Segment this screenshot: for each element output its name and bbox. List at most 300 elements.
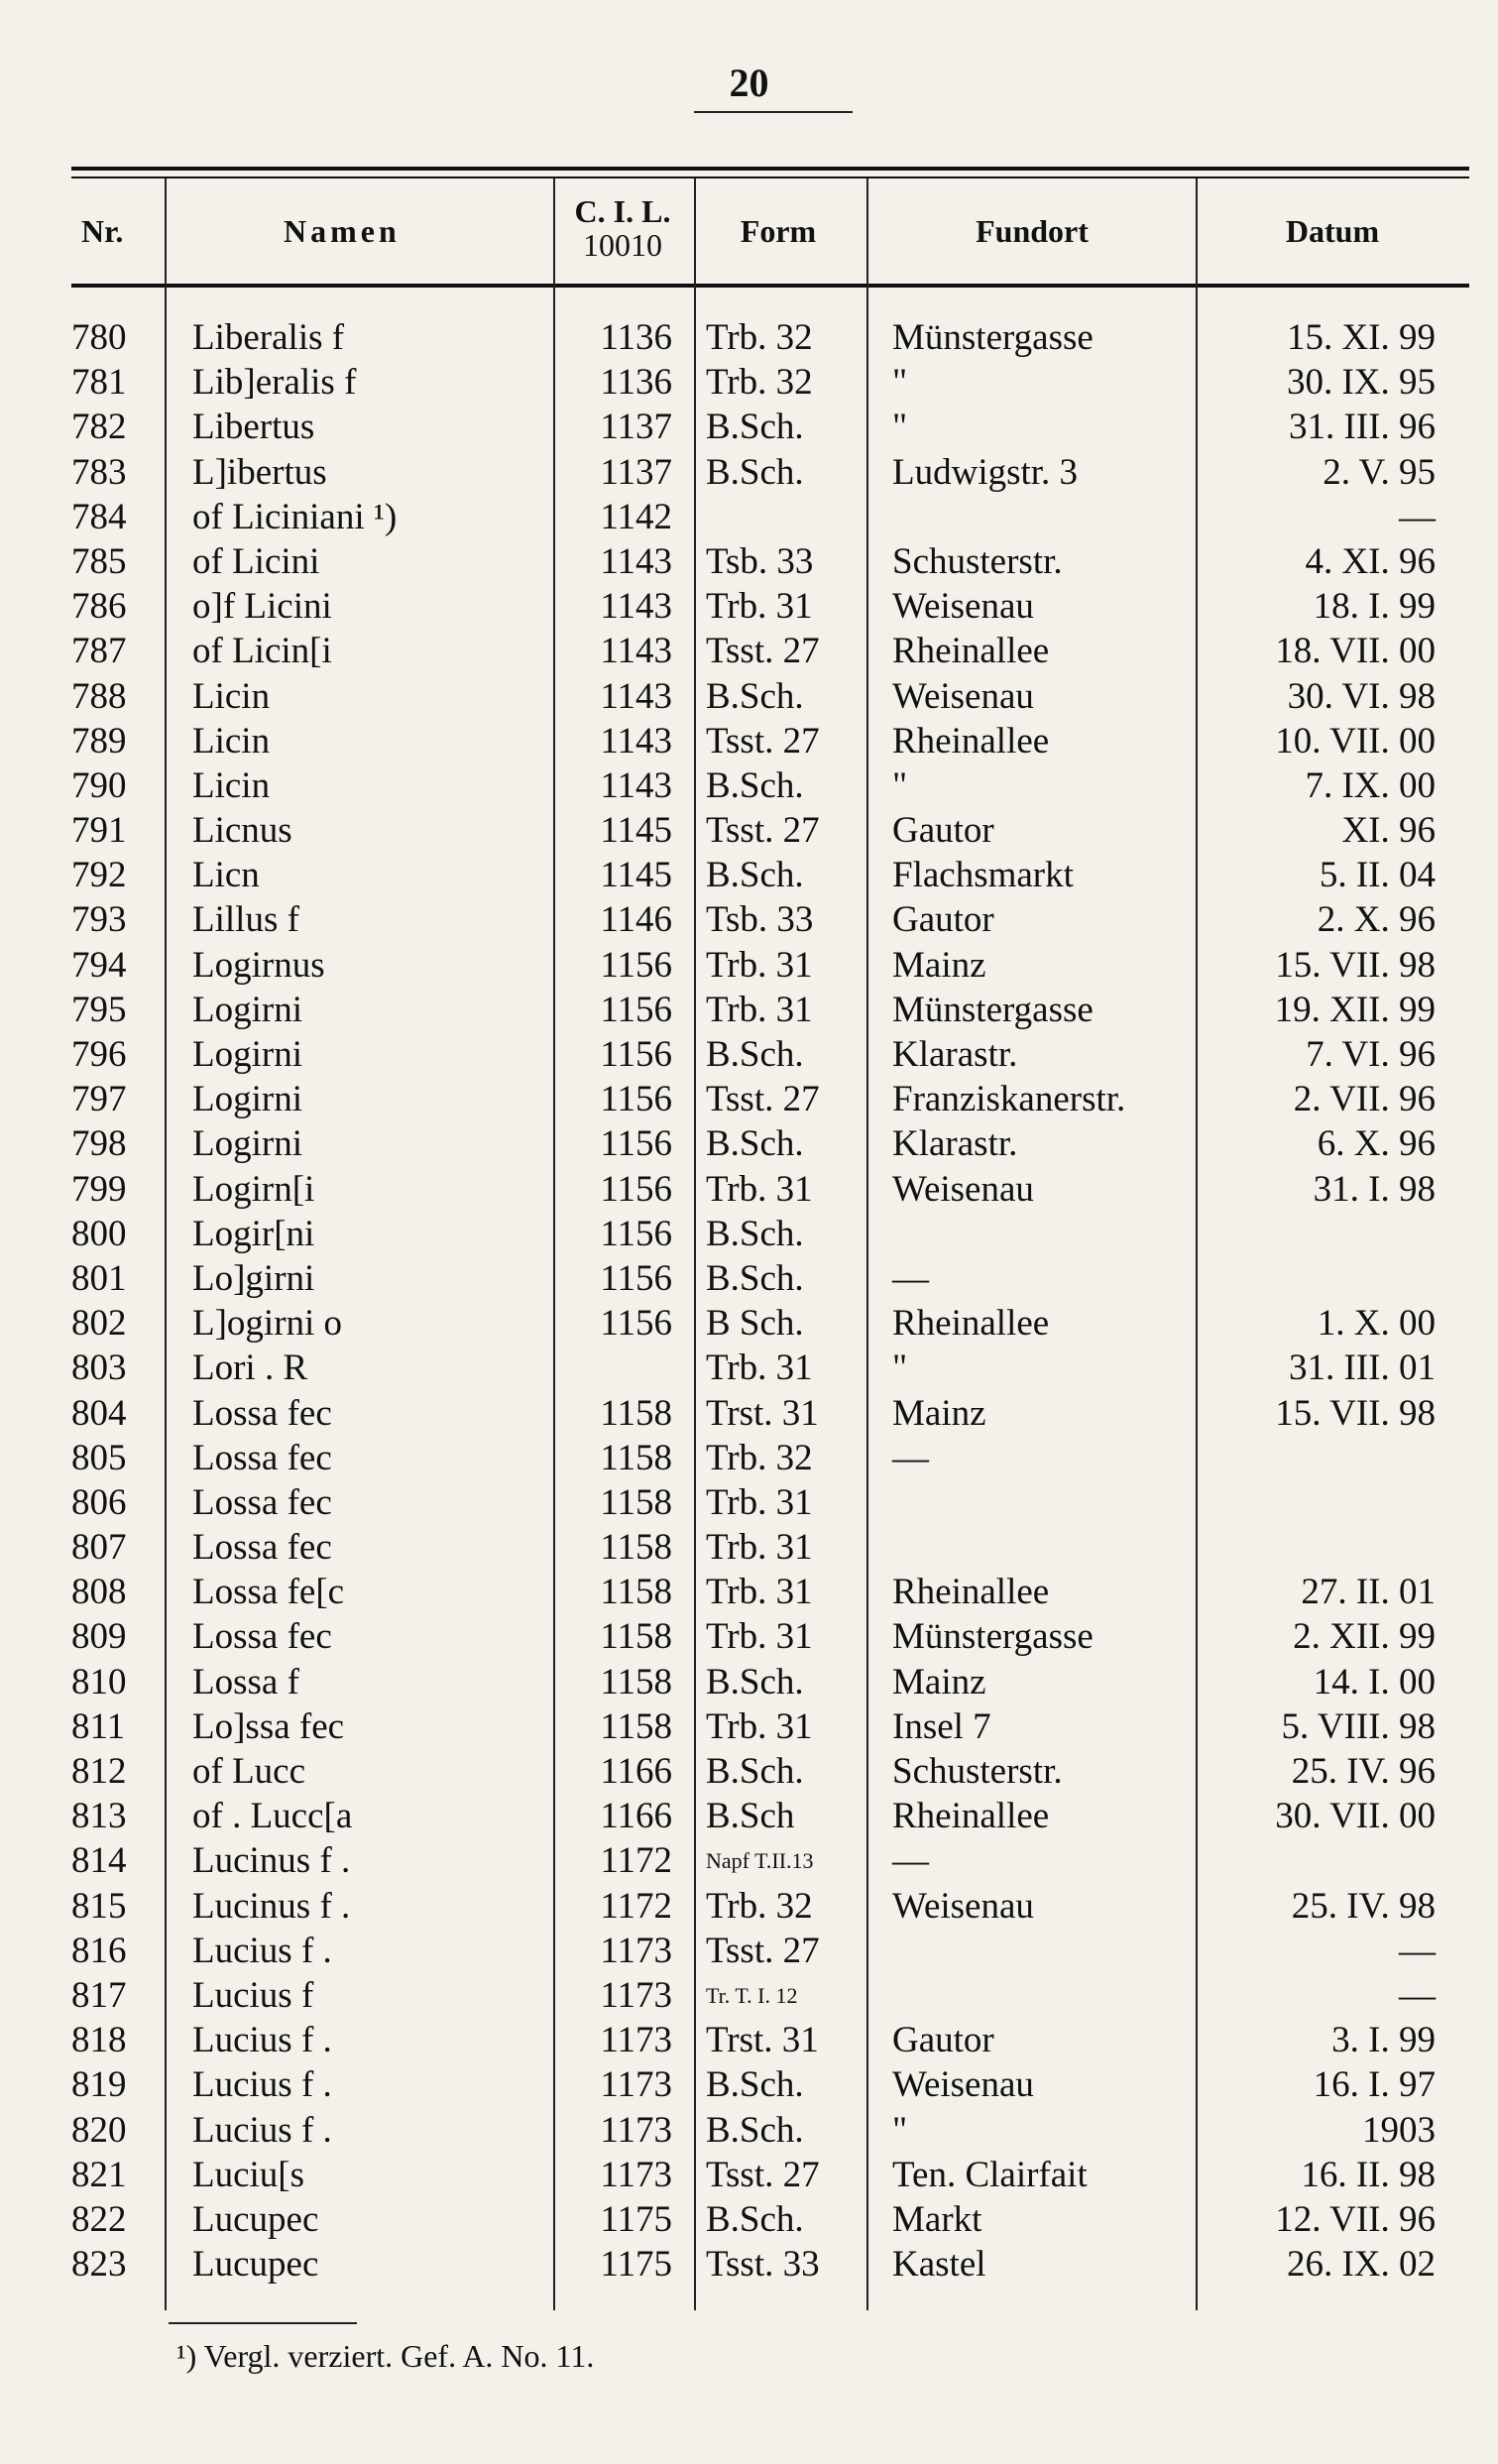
cell-form: B.Sch. (706, 451, 804, 493)
cell-nr: 802 (71, 1303, 127, 1345)
cell-datum: — (1399, 1930, 1436, 1971)
cell-datum: 30. IX. 95 (1286, 362, 1436, 404)
cell-fundort: Ten. Clairfait (892, 2154, 1088, 2195)
cell-nr: 793 (71, 899, 127, 941)
table-row (0, 1121, 1498, 1166)
cell-name: Lossa fec (192, 1616, 332, 1658)
cell-datum: XI. 96 (1341, 810, 1436, 852)
cell-fundort: Klarastr. (892, 1034, 1018, 1075)
cell-form: Tsst. 27 (706, 2154, 820, 2195)
cell-form: Trst. 31 (706, 1392, 819, 1434)
cell-cil: 1158 (600, 1527, 672, 1569)
table-row (0, 405, 1498, 449)
cell-form: Tsb. 33 (706, 540, 814, 582)
cell-form: B.Sch. (706, 1123, 804, 1165)
cell-name: Lo]ssa fec (192, 1705, 345, 1747)
cell-cil: 1145 (600, 810, 672, 852)
cell-form: B.Sch. (706, 1213, 804, 1254)
cell-cil: 1166 (600, 1796, 672, 1837)
cell-name: Licn (192, 855, 260, 896)
cell-fundort: Franziskanerstr. (892, 1079, 1126, 1120)
cell-name: Lucius f . (192, 2064, 332, 2106)
cell-fundort: Gautor (892, 810, 994, 852)
table-row (0, 450, 1498, 495)
cell-nr: 814 (71, 1840, 127, 1882)
table-row (0, 763, 1498, 808)
cell-form: B.Sch. (706, 1034, 804, 1075)
cell-form: B.Sch. (706, 855, 804, 896)
cell-nr: 807 (71, 1527, 127, 1569)
cell-fundort: Rheinallee (892, 1303, 1050, 1345)
table-row (0, 2197, 1498, 2242)
cell-nr: 786 (71, 586, 127, 628)
cell-fundort: Weisenau (892, 586, 1034, 628)
cell-form: Trb. 31 (706, 944, 813, 986)
table-row (0, 360, 1498, 405)
cell-form: B.Sch. (706, 1751, 804, 1792)
cell-name: of Licini (192, 540, 320, 582)
cell-datum: 2. VII. 96 (1293, 1079, 1436, 1120)
table-row (0, 719, 1498, 763)
cell-nr: 789 (71, 720, 127, 762)
cell-datum: 2. XII. 99 (1293, 1616, 1436, 1658)
cell-cil: 1156 (600, 1034, 672, 1075)
cell-fundort: " (892, 764, 908, 806)
cell-form: Trb. 32 (706, 1437, 813, 1478)
cell-nr: 782 (71, 407, 127, 448)
table-row (0, 1614, 1498, 1659)
cell-name: Lossa f (192, 1661, 299, 1702)
cell-form: Trb. 32 (706, 317, 813, 358)
cell-nr: 801 (71, 1257, 127, 1299)
cell-form: B Sch. (706, 1303, 804, 1345)
cell-fundort: Ludwigstr. 3 (892, 451, 1079, 493)
cell-fundort: Mainz (892, 1661, 986, 1702)
cell-nr: 799 (71, 1168, 127, 1210)
cell-name: of . Lucc[a (192, 1796, 353, 1837)
cell-cil: 1158 (600, 1616, 672, 1658)
cell-form: B.Sch. (706, 764, 804, 806)
cell-cil: 1172 (600, 1840, 672, 1882)
cell-name: Lossa fec (192, 1392, 332, 1434)
cell-name: of Liciniani ¹) (192, 496, 398, 537)
table-row (0, 2153, 1498, 2197)
cell-nr: 819 (71, 2064, 127, 2106)
cell-name: L]ibertus (192, 451, 327, 493)
cell-name: Lossa fec (192, 1437, 332, 1478)
cell-name: Logir[ni (192, 1213, 315, 1254)
cell-cil: 1173 (600, 2020, 672, 2061)
cell-nr: 808 (71, 1572, 127, 1613)
table-row (0, 808, 1498, 853)
cell-cil: 1173 (600, 1930, 672, 1971)
cell-form: Tsst. 27 (706, 1930, 820, 1971)
cell-nr: 804 (71, 1392, 127, 1434)
cell-fundort: Insel 7 (892, 1705, 991, 1747)
cell-form: Trb. 32 (706, 362, 813, 404)
table-row (0, 2108, 1498, 2153)
table-row (0, 943, 1498, 988)
cell-nr: 797 (71, 1079, 127, 1120)
cell-name: L]ogirni o (192, 1303, 343, 1345)
cell-form: Trb. 31 (706, 1348, 813, 1389)
cell-cil: 1143 (600, 720, 672, 762)
cell-name: Logirni (192, 1123, 302, 1165)
cell-nr: 820 (71, 2109, 127, 2151)
cell-nr: 790 (71, 764, 127, 806)
cell-datum: 15. VII. 98 (1275, 944, 1436, 986)
cell-fundort: Kastel (892, 2244, 986, 2286)
cell-name: Licin (192, 675, 271, 717)
cell-form: Tsst. 27 (706, 631, 820, 672)
cell-datum: 2. V. 95 (1323, 451, 1436, 493)
cell-name: Lucius f . (192, 1930, 332, 1971)
cell-name: Lossa fe[c (192, 1572, 345, 1613)
cell-datum: 18. I. 99 (1313, 586, 1436, 628)
table-row (0, 315, 1498, 360)
cell-nr: 815 (71, 1885, 127, 1927)
cell-cil: 1145 (600, 855, 672, 896)
cell-cil: 1137 (600, 407, 672, 448)
table-row (0, 988, 1498, 1032)
cell-nr: 794 (71, 944, 127, 986)
cell-nr: 783 (71, 451, 127, 493)
cell-fundort: Klarastr. (892, 1123, 1018, 1165)
table-row (0, 1794, 1498, 1838)
cell-nr: 784 (71, 496, 127, 537)
header-form: Form (740, 213, 817, 249)
cell-name: Lillus f (192, 899, 299, 941)
cell-cil: 1156 (600, 989, 672, 1030)
cell-name: Lucius f . (192, 2020, 332, 2061)
cell-fundort: Weisenau (892, 1885, 1034, 1927)
cell-fundort: Rheinallee (892, 1796, 1050, 1837)
cell-form: Tsst. 27 (706, 720, 820, 762)
cell-cil: 1175 (600, 2198, 672, 2240)
cell-nr: 806 (71, 1481, 127, 1523)
cell-fundort: Schusterstr. (892, 1751, 1063, 1792)
cell-nr: 823 (71, 2244, 127, 2286)
cell-form: Tr. T. I. 12 (706, 1982, 798, 2008)
cell-nr: 792 (71, 855, 127, 896)
cell-nr: 821 (71, 2154, 127, 2195)
cell-form: Tsb. 33 (706, 899, 814, 941)
table-top-rule (71, 167, 1469, 171)
cell-datum: 5. VIII. 98 (1281, 1705, 1436, 1747)
cell-name: Logirnus (192, 944, 325, 986)
cell-datum: 12. VII. 96 (1275, 2198, 1436, 2240)
table-row (0, 1570, 1498, 1614)
table-row (0, 1704, 1498, 1749)
table-row (0, 629, 1498, 673)
cell-fundort: Weisenau (892, 1168, 1034, 1210)
cell-name: Logirn[i (192, 1168, 315, 1210)
cell-name: Luciu[s (192, 2154, 305, 2195)
cell-datum: 1. X. 00 (1317, 1303, 1436, 1345)
table-header-rule (71, 284, 1469, 288)
cell-fundort: — (892, 1257, 929, 1299)
cell-nr: 810 (71, 1661, 127, 1702)
cell-cil: 1143 (600, 586, 672, 628)
table-row (0, 584, 1498, 629)
cell-nr: 800 (71, 1213, 127, 1254)
cell-cil: 1166 (600, 1751, 672, 1792)
cell-name: Logirni (192, 989, 302, 1030)
cell-form: Trst. 31 (706, 2020, 819, 2061)
cell-name: Liberalis f (192, 317, 345, 358)
cell-cil: 1158 (600, 1661, 672, 1702)
table-row (0, 853, 1498, 897)
cell-name: Lucius f . (192, 2109, 332, 2151)
page-number: 20 (729, 60, 769, 105)
table-row (0, 539, 1498, 584)
cell-datum: 16. II. 98 (1301, 2154, 1436, 2195)
table-row (0, 495, 1498, 539)
table-row (0, 897, 1498, 942)
table-row (0, 1391, 1498, 1436)
cell-form: Trb. 31 (706, 1527, 813, 1569)
cell-cil: 1156 (600, 1079, 672, 1120)
header-datum: Datum (1285, 213, 1380, 249)
header-namen: Namen (284, 213, 401, 249)
cell-cil: 1173 (600, 2064, 672, 2106)
cell-name: of Licin[i (192, 631, 332, 672)
cell-fundort: " (892, 1348, 908, 1389)
cell-datum: 15. VII. 98 (1275, 1392, 1436, 1434)
cell-datum: 19. XII. 99 (1274, 989, 1436, 1030)
cell-datum: 7. IX. 00 (1305, 764, 1436, 806)
cell-cil: 1156 (600, 944, 672, 986)
cell-name: Licin (192, 764, 271, 806)
cell-fundort: Schusterstr. (892, 540, 1063, 582)
cell-cil: 1143 (600, 540, 672, 582)
cell-cil: 1146 (600, 899, 672, 941)
cell-nr: 816 (71, 1930, 127, 1971)
table-row (0, 1480, 1498, 1525)
cell-name: Licin (192, 720, 271, 762)
cell-form: Trb. 31 (706, 1481, 813, 1523)
footnote: ¹) Vergl. verziert. Gef. A. No. 11. (176, 2338, 595, 2374)
cell-name: Lo]girni (192, 1257, 315, 1299)
cell-fundort: Münstergasse (892, 989, 1094, 1030)
cell-datum: 25. IV. 98 (1291, 1885, 1436, 1927)
cell-cil: 1158 (600, 1392, 672, 1434)
cell-nr: 787 (71, 631, 127, 672)
cell-nr: 818 (71, 2020, 127, 2061)
cell-form: B.Sch. (706, 2198, 804, 2240)
cell-datum: 31. I. 98 (1313, 1168, 1436, 1210)
table-row (0, 2242, 1498, 2287)
cell-form: Tsst. 27 (706, 810, 820, 852)
cell-fundort: Münstergasse (892, 1616, 1094, 1658)
cell-fundort: " (892, 2109, 908, 2151)
cell-form: B.Sch. (706, 2064, 804, 2106)
cell-cil: 1142 (600, 496, 672, 537)
table-row (0, 1301, 1498, 1346)
cell-datum: 25. IV. 96 (1291, 1751, 1436, 1792)
cell-name: Lori . R (192, 1348, 308, 1389)
cell-cil: 1156 (600, 1123, 672, 1165)
cell-datum: 31. III. 96 (1289, 407, 1436, 448)
cell-fundort: Rheinallee (892, 1572, 1050, 1613)
cell-cil: 1136 (600, 362, 672, 404)
cell-datum: 2. X. 96 (1317, 899, 1436, 941)
header-cil-top: C. I. L. (574, 193, 671, 229)
table-row (0, 1973, 1498, 2018)
cell-form: Tsst. 27 (706, 1079, 820, 1120)
table-row (0, 1346, 1498, 1390)
cell-cil: 1173 (600, 2109, 672, 2151)
cell-name: Lucinus f . (192, 1840, 351, 1882)
cell-datum: 18. VII. 00 (1275, 631, 1436, 672)
cell-cil: 1156 (600, 1303, 672, 1345)
cell-nr: 780 (71, 317, 127, 358)
cell-datum: 27. II. 01 (1301, 1572, 1436, 1613)
cell-cil: 1172 (600, 1885, 672, 1927)
header-nr: Nr. (81, 213, 124, 249)
cell-name: Lucinus f . (192, 1885, 351, 1927)
cell-nr: 811 (71, 1705, 126, 1747)
cell-cil: 1158 (600, 1437, 672, 1478)
table-row (0, 1436, 1498, 1480)
table-row (0, 2018, 1498, 2062)
cell-form: Trb. 31 (706, 1168, 813, 1210)
cell-datum: 16. I. 97 (1313, 2064, 1436, 2106)
cell-cil: 1175 (600, 2244, 672, 2286)
cell-fundort: Weisenau (892, 675, 1034, 717)
cell-fundort: Münstergasse (892, 317, 1094, 358)
cell-name: o]f Licini (192, 586, 332, 628)
cell-nr: 809 (71, 1616, 127, 1658)
cell-nr: 805 (71, 1437, 127, 1478)
footnote-rule (169, 2322, 357, 2324)
cell-name: Libertus (192, 407, 315, 448)
cell-fundort: " (892, 407, 908, 448)
table-body (0, 315, 1498, 2287)
cell-form: B.Sch (706, 1796, 795, 1837)
page-number-rule (694, 111, 853, 113)
cell-nr: 785 (71, 540, 127, 582)
cell-cil: 1143 (600, 764, 672, 806)
cell-fundort: — (892, 1840, 929, 1882)
cell-datum: 14. I. 00 (1313, 1661, 1436, 1702)
table-row (0, 1660, 1498, 1704)
cell-form: Trb. 31 (706, 1705, 813, 1747)
cell-nr: 795 (71, 989, 127, 1030)
cell-form: Trb. 31 (706, 1616, 813, 1658)
cell-datum: 6. X. 96 (1317, 1123, 1436, 1165)
cell-name: Licnus (192, 810, 292, 852)
cell-cil: 1136 (600, 317, 672, 358)
cell-datum: 3. I. 99 (1331, 2020, 1436, 2061)
cell-name: Lossa fec (192, 1527, 332, 1569)
cell-cil: 1158 (600, 1705, 672, 1747)
cell-form: Tsst. 33 (706, 2244, 820, 2286)
cell-form: Trb. 31 (706, 1572, 813, 1613)
cell-nr: 817 (71, 1974, 127, 2016)
cell-cil: 1156 (600, 1168, 672, 1210)
table-row (0, 1749, 1498, 1794)
cell-nr: 788 (71, 675, 127, 717)
table-row (0, 1032, 1498, 1077)
cell-cil: 1158 (600, 1572, 672, 1613)
cell-nr: 798 (71, 1123, 127, 1165)
cell-datum: 31. III. 01 (1289, 1348, 1436, 1389)
cell-fundort: Gautor (892, 899, 994, 941)
cell-datum: — (1399, 496, 1436, 537)
cell-form: B.Sch. (706, 2109, 804, 2151)
cell-name: of Lucc (192, 1751, 306, 1792)
cell-name: Logirni (192, 1034, 302, 1075)
cell-form: B.Sch. (706, 675, 804, 717)
cell-datum: — (1399, 1974, 1436, 2016)
cell-cil: 1137 (600, 451, 672, 493)
table-row (0, 1212, 1498, 1256)
cell-form: Trb. 32 (706, 1885, 813, 1927)
cell-datum: 7. VI. 96 (1306, 1034, 1436, 1075)
cell-fundort: Mainz (892, 1392, 986, 1434)
table-row (0, 1838, 1498, 1883)
cell-nr: 791 (71, 810, 127, 852)
cell-name: Lucupec (192, 2198, 319, 2240)
table-row (0, 1525, 1498, 1570)
cell-fundort: Rheinallee (892, 631, 1050, 672)
table-row (0, 1256, 1498, 1301)
cell-name: Lossa fec (192, 1481, 332, 1523)
table-top-rule-thin (71, 176, 1469, 178)
table-row (0, 2062, 1498, 2107)
cell-fundort: Flachsmarkt (892, 855, 1074, 896)
cell-form: B.Sch. (706, 407, 804, 448)
cell-name: Logirni (192, 1079, 302, 1120)
cell-fundort: Mainz (892, 944, 986, 986)
cell-datum: 1903 (1362, 2109, 1436, 2151)
cell-cil: 1143 (600, 675, 672, 717)
cell-form: B.Sch. (706, 1257, 804, 1299)
cell-datum: 5. II. 04 (1319, 855, 1436, 896)
cell-nr: 803 (71, 1348, 127, 1389)
table-row (0, 674, 1498, 719)
cell-cil: 1143 (600, 631, 672, 672)
cell-name: Lib]eralis f (192, 362, 357, 404)
cell-name: Lucupec (192, 2244, 319, 2286)
cell-name: Lucius f (192, 1974, 314, 2016)
cell-nr: 781 (71, 362, 127, 404)
cell-fundort: Gautor (892, 2020, 994, 2061)
cell-nr: 812 (71, 1751, 127, 1792)
cell-fundort: Markt (892, 2198, 982, 2240)
cell-datum: 10. VII. 00 (1275, 720, 1436, 762)
cell-datum: 4. XI. 96 (1305, 540, 1436, 582)
header-cil-bottom: 10010 (583, 227, 662, 263)
cell-cil: 1158 (600, 1481, 672, 1523)
cell-form: Trb. 31 (706, 989, 813, 1030)
cell-fundort: Weisenau (892, 2064, 1034, 2106)
cell-form: Napf T.II.13 (706, 1848, 814, 1874)
cell-datum: 15. XI. 99 (1286, 317, 1436, 358)
cell-nr: 813 (71, 1796, 127, 1837)
table-row (0, 1884, 1498, 1929)
cell-nr: 796 (71, 1034, 127, 1075)
cell-cil: 1156 (600, 1257, 672, 1299)
cell-fundort: Rheinallee (892, 720, 1050, 762)
cell-datum: 30. VI. 98 (1287, 675, 1436, 717)
cell-datum: 30. VII. 00 (1275, 1796, 1436, 1837)
cell-nr: 822 (71, 2198, 127, 2240)
header-fundort: Fundort (976, 213, 1089, 249)
cell-cil: 1156 (600, 1213, 672, 1254)
cell-datum: 26. IX. 02 (1286, 2244, 1436, 2286)
